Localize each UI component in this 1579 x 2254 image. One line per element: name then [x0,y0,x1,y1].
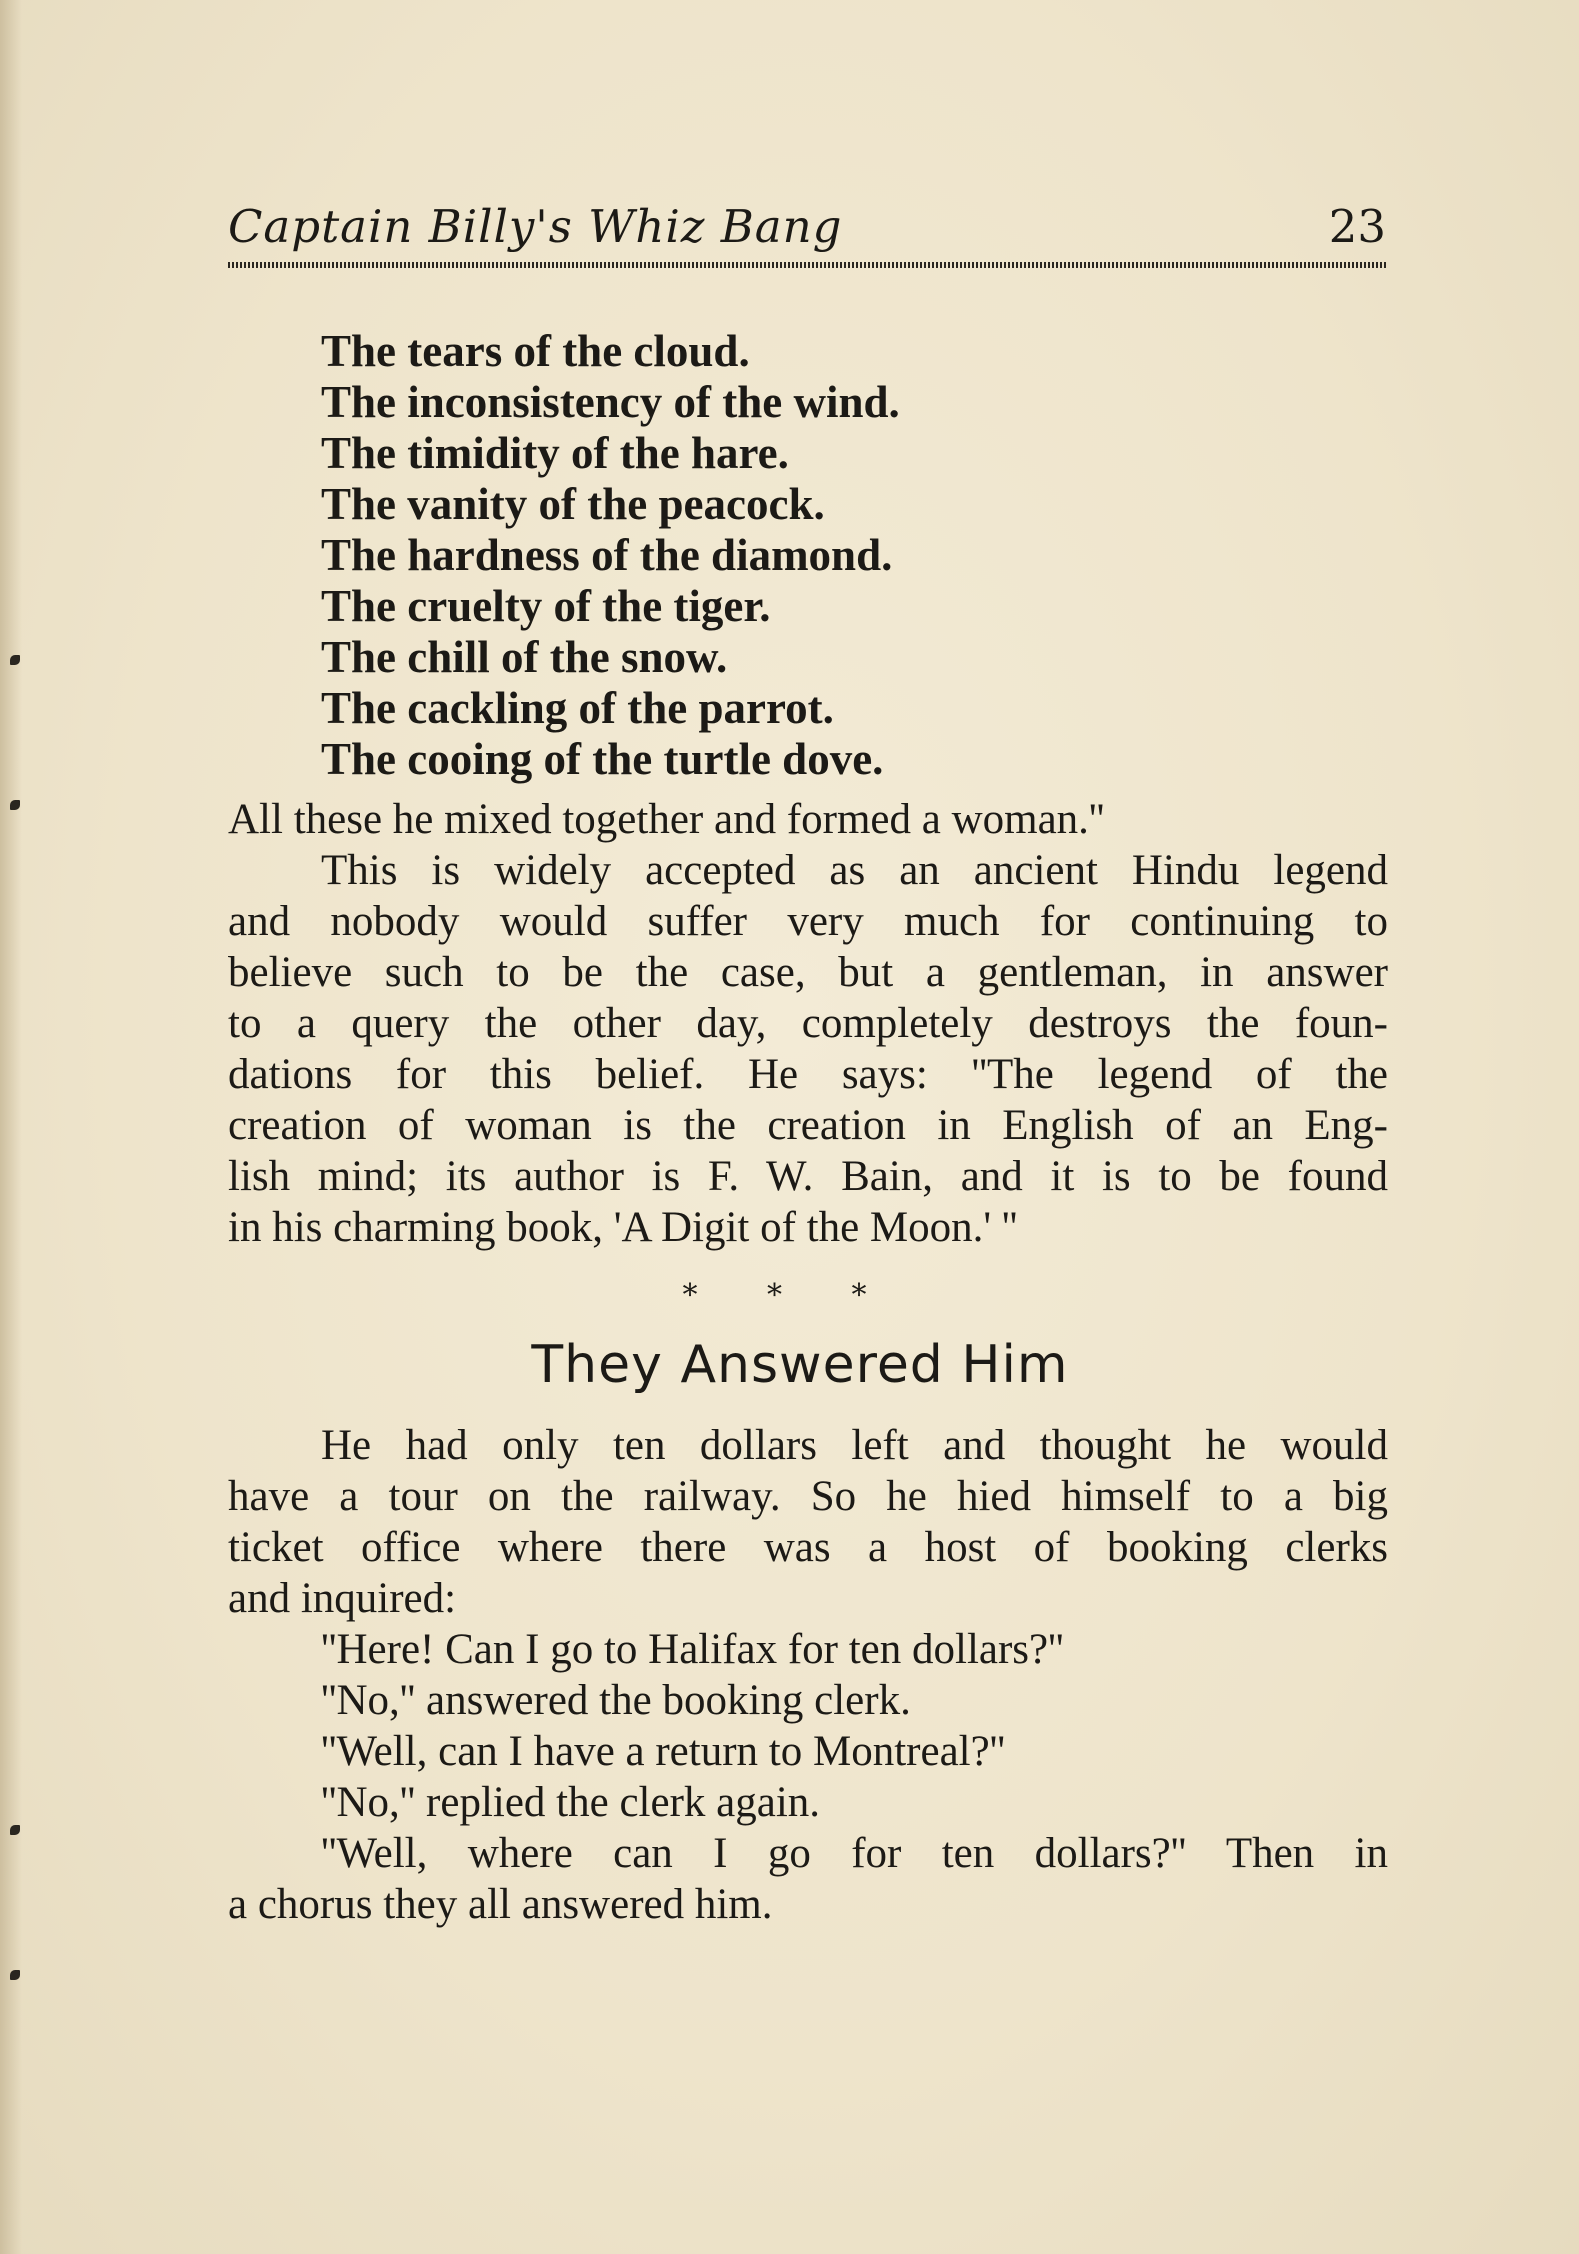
text-line: ticket office where there was a host of booking clerks [228,1524,1388,1571]
running-title: Captain Billy's Whiz Bang [228,200,843,253]
binding-mark [10,800,20,810]
text-line: lish mind; its author is F. W. Bain, and it is to be found [228,1153,1388,1200]
page-edge-shadow [0,0,22,2254]
text-line: All these he mixed together and formed a woman.'' [228,796,1105,843]
text-line: in his charming book, 'A Digit of the Moon.' '' [228,1204,1018,1251]
text-line: creation of woman is the creation in English of an Eng- [228,1102,1388,1149]
section-separator: * * * [682,1278,897,1313]
text-line: have a tour on the railway. So he hied himself to a big [228,1473,1388,1520]
paragraph-legend [228,794,1388,1253]
poem-line: The vanity of the peacock. [321,479,825,529]
text-line: ''Well, can I have a return to Montreal?'' [321,1728,1006,1775]
section-title: They Answered Him [531,1335,1069,1395]
poem-list [321,326,900,785]
text-line: ''No,'' answered the booking clerk. [321,1677,911,1724]
running-header [228,200,1386,266]
text-line: believe such to be the case, but a gentleman, in answer [228,949,1388,996]
text-line: and inquired: [228,1575,457,1622]
text-line: dations for this belief. He says: ''The legend of the [228,1051,1388,1098]
binding-mark [10,1970,20,1980]
poem-line: The cackling of the parrot. [321,683,834,733]
text-line: ''Here! Can I go to Halifax for ten dollars?'' [321,1626,1064,1673]
poem-line: The hardness of the diamond. [321,530,893,580]
paragraph-answered [228,1420,1388,1930]
text-line: and nobody would suffer very much for continuing to [228,898,1388,945]
binding-mark [10,1825,20,1835]
text-line: to a query the other day, completely destroys the foun- [228,1000,1388,1047]
text-line: a chorus they all answered him. [228,1881,773,1928]
text-line: This is widely accepted as an ancient Hindu legend [321,847,1388,894]
poem-line: The cooing of the turtle dove. [321,734,884,784]
page-number: 23 [1328,200,1386,253]
poem-line: The tears of the cloud. [321,326,750,376]
header-rule [228,262,1386,268]
poem-line: The chill of the snow. [321,632,728,682]
text-line: ''No,'' replied the clerk again. [321,1779,821,1826]
poem-line: The inconsistency of the wind. [321,377,900,427]
poem-line: The timidity of the hare. [321,428,789,478]
text-line: He had only ten dollars left and thought he would [321,1422,1388,1469]
text-line: ''Well, where can I go for ten dollars?'' Then in [321,1830,1388,1877]
binding-mark [10,655,20,665]
poem-line: The cruelty of the tiger. [321,581,771,631]
